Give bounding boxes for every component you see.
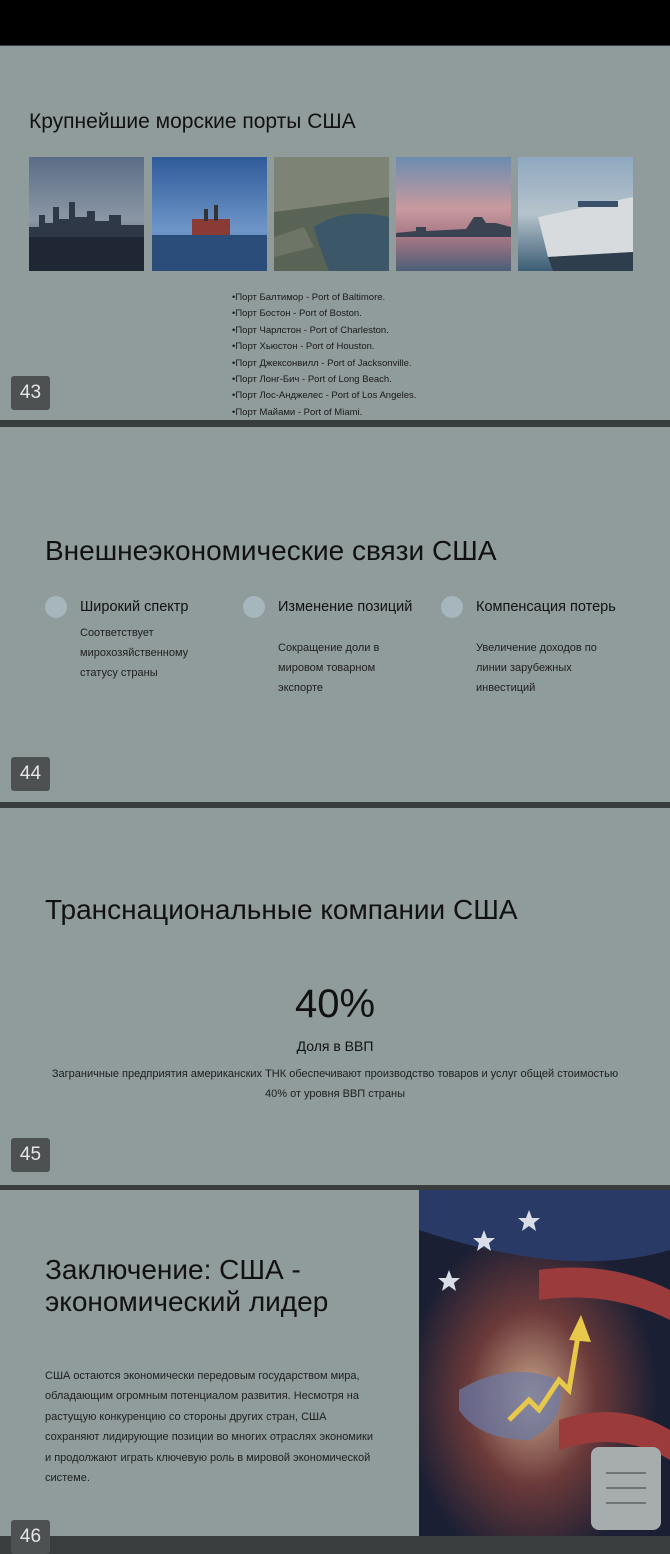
list-item: •Порт Лос-Анджелес - Port of Los Angeles. [232,390,417,402]
slide-title: Заключение: США - экономический лидер [45,1254,329,1317]
list-item: •Порт Джексонвилл - Port of Jacksonville. [232,357,412,369]
list-item: •Порт Хьюстон - Port of Houston. [232,341,375,353]
top-status-bar [0,0,670,45]
stat-label: Доля в ВВП [296,1038,374,1054]
slide-43[interactable] [0,46,670,420]
stat-value: 40% [294,982,376,1026]
slide-number-badge: 45 [11,1138,50,1172]
slide-number-badge: 46 [11,1520,50,1554]
feature-heading: Изменение позиций [278,599,413,615]
list-item: •Порт Лонг-Бич - Port of Long Beach. [232,374,392,386]
slide-title: Транснациональные компании США [45,894,518,925]
feature-text: Сокращение доли в мировом товарном экспорте [278,642,380,694]
slide-44[interactable] [0,427,670,802]
list-item: •Порт Чарлстон - Port of Charleston. [232,324,389,336]
feature-heading: Широкий спектр [80,599,189,615]
bullet-dot-icon [441,596,463,618]
feature-text: Увеличение доходов по линии зарубежных инвестиций [476,642,597,694]
slide-title: Внешнеэкономические связи США [45,535,497,566]
ports-list [232,290,416,421]
feature-text: Соответствует мирохозяйственному статусу страны [80,627,189,679]
list-item: •Порт Бостон - Port of Boston. [232,308,362,320]
bullet-dot-icon [45,596,67,618]
slide-45[interactable] [0,808,670,1185]
port-photo-cruise-ship [518,157,633,271]
bullet-dot-icon [243,596,265,618]
slide-number-badge: 44 [11,757,50,791]
port-photo-cargo-ship [152,157,267,271]
port-photo-city-skyline [29,157,144,271]
slide-46[interactable] [0,1190,670,1547]
port-photo-aerial-harbor [274,157,389,271]
slide-title: Крупнейшие морские порты США [29,110,356,133]
stat-description: Заграничные предприятия американских ТНК обеспечивают производство товаров и услуг общей стоимостью 40% от уровня ВВП страны [51,1068,619,1100]
slide-description: США остаются экономически передовым государством мира, обладающим огромным потенциалом развития. Несмотря на растущую конкуренцию со стороны других стран, США сохраняют лидирующие позиции во многих отраслях экономики и продолжают играть ключевую роль в мировой экономической системе. [45,1370,373,1485]
slide-number-badge: 43 [11,376,50,410]
list-item: •Порт Майами - Port of Miami. [232,406,363,418]
list-item: •Порт Балтимор - Port of Baltimore. [232,292,386,303]
port-photo-sunset-harbor [396,157,511,271]
hamburger-menu-icon[interactable] [591,1447,661,1530]
feature-heading: Компенсация потерь [476,599,616,615]
